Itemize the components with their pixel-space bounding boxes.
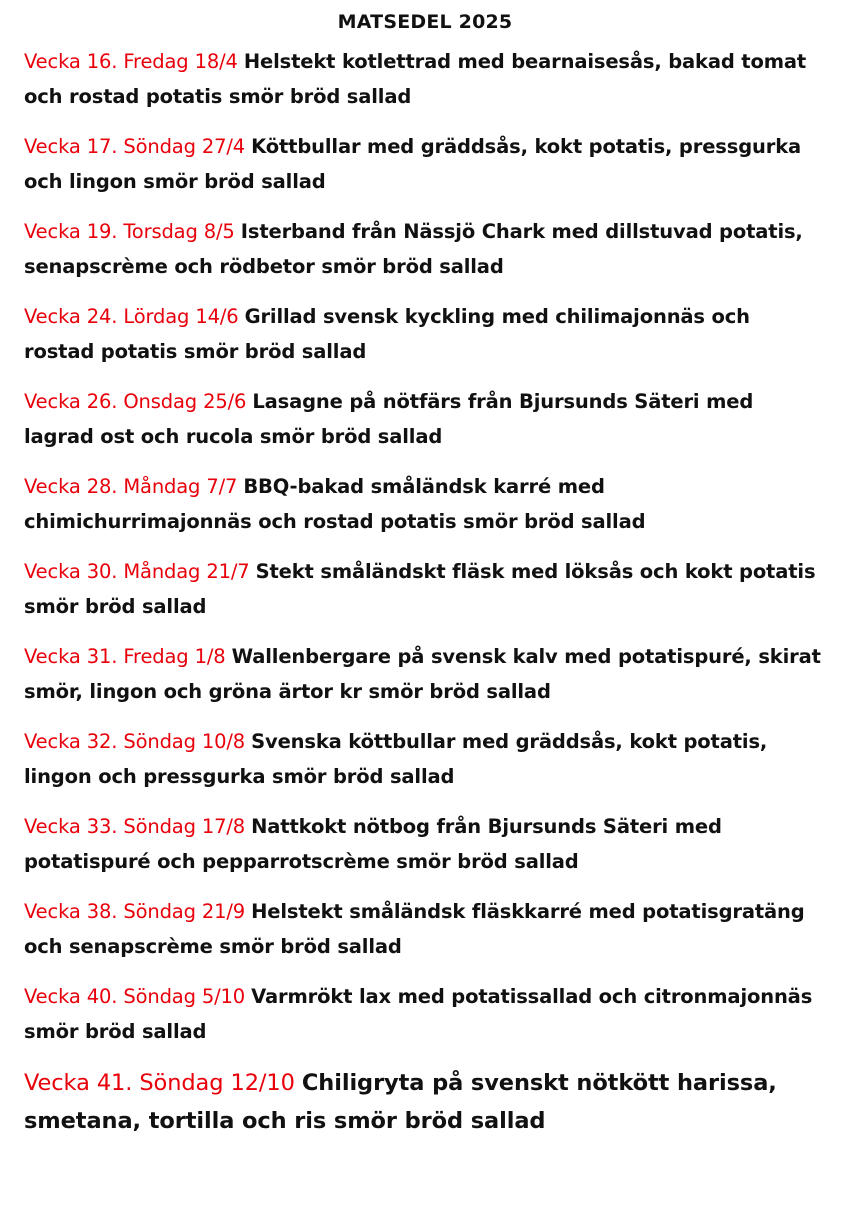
menu-item-date: Vecka 16. Fredag 18/4 <box>24 50 238 73</box>
menu-item <box>24 299 826 369</box>
menu-item-date: Vecka 31. Fredag 1/8 <box>24 645 226 668</box>
page-title: MATSEDEL 2025 <box>337 11 513 33</box>
menu-item-date: Vecka 28. Måndag 7/7 <box>24 475 238 498</box>
menu-item-dish: Lasagne på nötfärs från Bjursunds Säteri med lagrad ost och rucola smör bröd sallad <box>24 390 754 448</box>
menu-item-dish: Varmrökt lax med potatissallad och citronmajonnäs smör bröd sallad <box>24 985 813 1043</box>
menu-item-dish: Nattkokt nötbog från Bjursunds Säteri med potatispuré och pepparrotscrème smör bröd sallad <box>24 815 722 873</box>
menu-item <box>24 384 826 454</box>
menu-item-dish: Helstekt kotlettrad med bearnaisesås, bakad tomat och rostad potatis smör bröd sallad <box>24 50 807 108</box>
menu-item <box>24 214 826 284</box>
menu-list <box>24 44 826 1140</box>
menu-item <box>24 979 826 1049</box>
menu-item <box>24 639 826 709</box>
menu-item <box>24 809 826 879</box>
menu-item-dish: Stekt småländskt fläsk med löksås och kokt potatis smör bröd sallad <box>24 560 816 618</box>
menu-item <box>24 129 826 199</box>
menu-item-dish: Wallenbergare på svensk kalv med potatispuré, skirat smör, lingon och gröna ärtor kr smör bröd sallad <box>24 645 821 703</box>
menu-item-date: Vecka 41. Söndag 12/10 <box>24 1070 295 1096</box>
menu-item-date: Vecka 19. Torsdag 8/5 <box>24 220 235 243</box>
menu-item <box>24 554 826 624</box>
menu-item <box>24 894 826 964</box>
menu-item-date: Vecka 30. Måndag 21/7 <box>24 560 250 583</box>
menu-item-dish: Isterband från Nässjö Chark med dillstuvad potatis, senapscrème och rödbetor smör bröd sallad <box>24 220 803 278</box>
menu-item-date: Vecka 26. Onsdag 25/6 <box>24 390 247 413</box>
menu-item <box>24 44 826 114</box>
menu-item <box>24 469 826 539</box>
menu-item-date: Vecka 38. Söndag 21/9 <box>24 900 246 923</box>
menu-item-dish: Köttbullar med gräddsås, kokt potatis, pressgurka och lingon smör bröd sallad <box>24 135 802 193</box>
menu-item-dish: BBQ-bakad småländsk karré med chimichurrimajonnäs och rostad potatis smör bröd sallad <box>24 475 646 533</box>
menu-item-dish: Chiligryta på svenskt nötkött harissa, smetana, tortilla och ris smör bröd sallad <box>24 1070 777 1134</box>
menu-item-date: Vecka 24. Lördag 14/6 <box>24 305 239 328</box>
menu-item <box>24 1064 826 1140</box>
menu-item <box>24 724 826 794</box>
menu-item-dish: Svenska köttbullar med gräddsås, kokt potatis, lingon och pressgurka smör bröd sallad <box>24 730 768 788</box>
menu-item-dish: Grillad svensk kyckling med chilimajonnäs och rostad potatis smör bröd sallad <box>24 305 750 363</box>
menu-item-dish: Helstekt småländsk fläskkarré med potatisgratäng och senapscrème smör bröd sallad <box>24 900 805 958</box>
menu-item-date: Vecka 17. Söndag 27/4 <box>24 135 246 158</box>
menu-item-date: Vecka 33. Söndag 17/8 <box>24 815 246 838</box>
menu-item-date: Vecka 32. Söndag 10/8 <box>24 730 246 753</box>
menu-item-date: Vecka 40. Söndag 5/10 <box>24 985 246 1008</box>
